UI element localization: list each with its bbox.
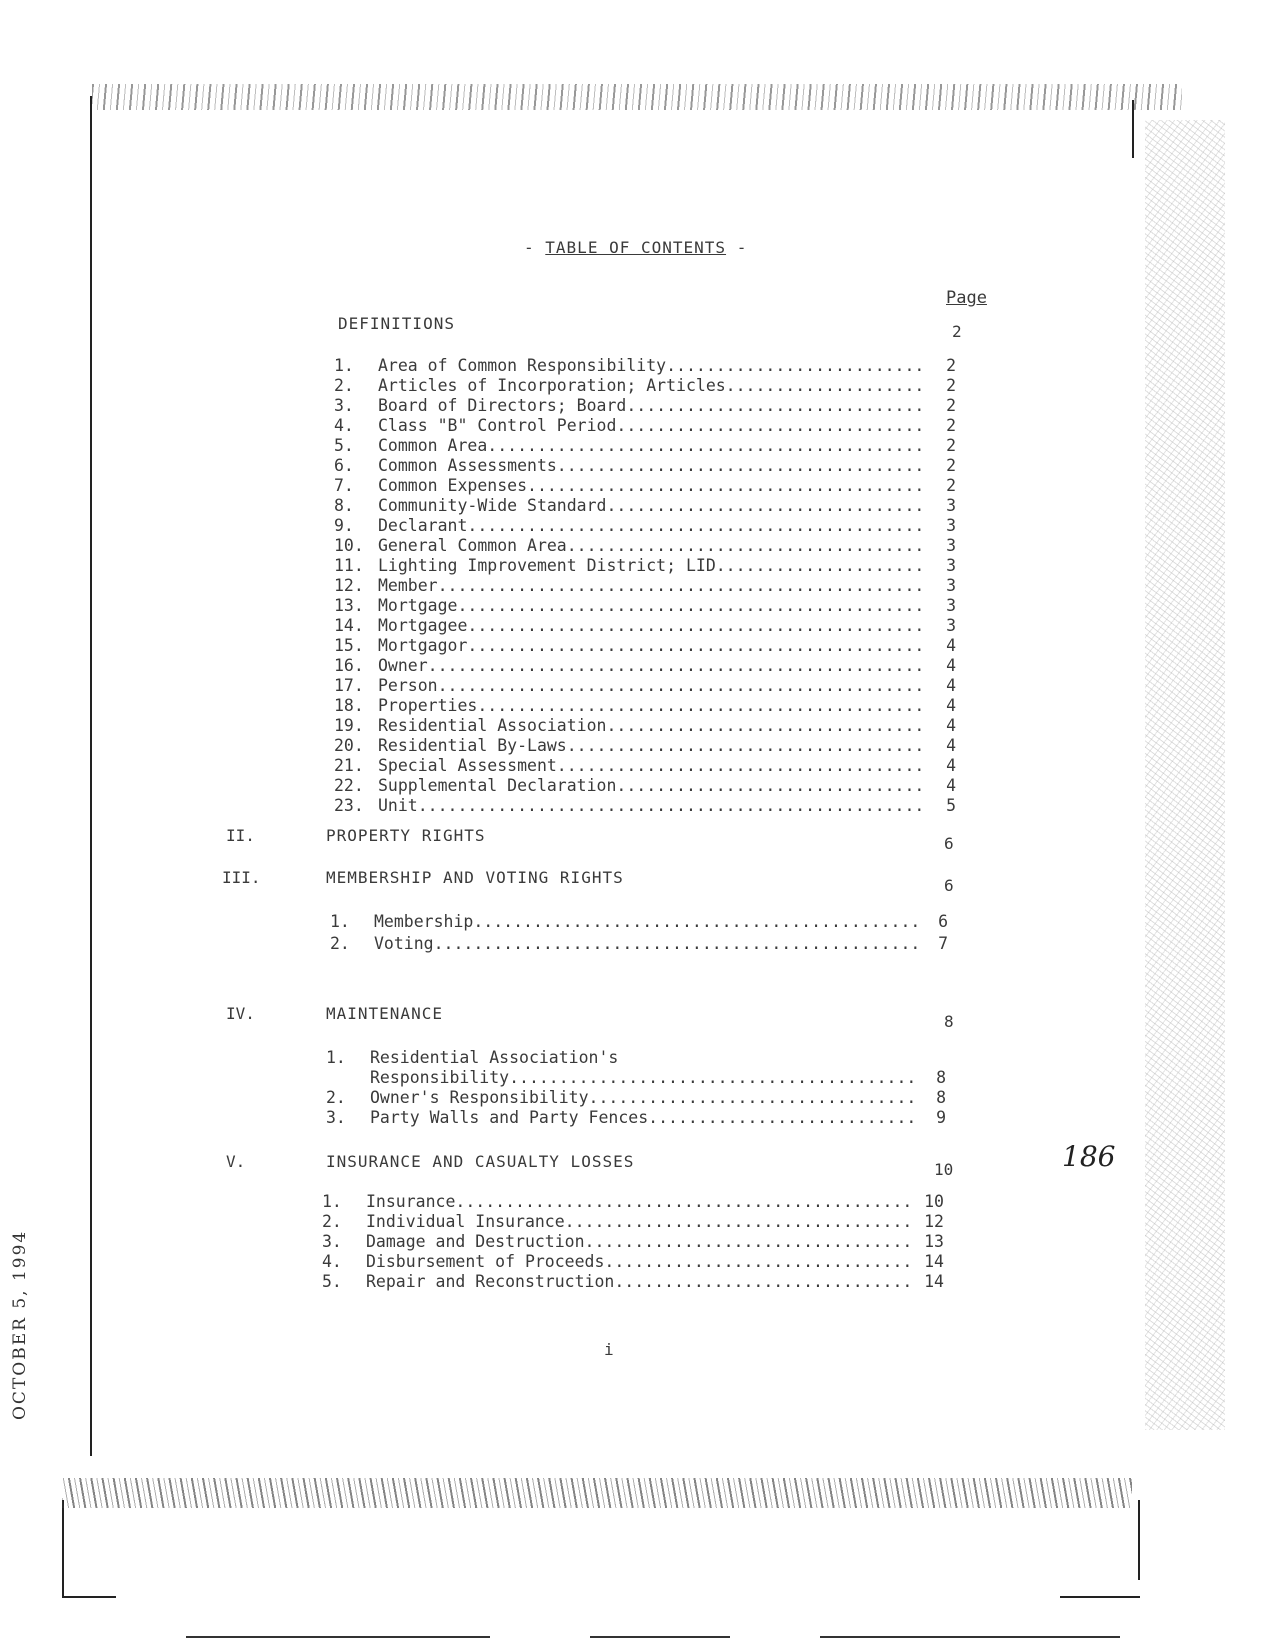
toc-entry-page: 14 [924,1272,944,1291]
toc-entry-number: 5. [334,436,354,455]
section-title: MAINTENANCE [326,1004,443,1023]
toc-entry-text: Residential Association................................ [378,716,925,735]
toc-entry-text: Membership............................................. [374,912,921,931]
toc-entry-number: 3. [326,1108,346,1127]
toc-entry-number: 1. [326,1048,346,1067]
toc-entry-text: Common Expenses........................................ [378,476,925,495]
toc-entry-number: 5. [322,1272,342,1291]
section-title: MEMBERSHIP AND VOTING RIGHTS [326,868,624,887]
toc-entry-number: 6. [334,456,354,475]
toc-entry[interactable] [334,798,956,815]
section-title: PROPERTY RIGHTS [326,826,486,845]
toc-entry[interactable] [334,678,956,695]
left-bottom-corner [62,1596,116,1598]
toc-entry[interactable] [334,418,956,435]
toc-entry-page: 10 [924,1192,944,1211]
toc-entry-page: 3 [946,596,956,615]
side-date-stamp: OCTOBER 5, 1994 [10,1229,30,1420]
toc-entry-text: Class "B" Control Period............................... [378,416,925,435]
toc-entry-page: 9 [936,1108,946,1127]
section-roman-numeral: II. [226,826,255,845]
section-page-number: 6 [944,876,954,895]
toc-entry-text: Unit................................................... [378,796,925,815]
left-border-line [90,96,92,1456]
toc-entry-page: 3 [946,576,956,595]
toc-entry-text: Person................................................. [378,676,925,695]
section-page-number: 8 [944,1012,954,1031]
bottom-rule-3 [820,1636,1120,1638]
section-roman-numeral: III. [222,868,261,887]
toc-entry-page: 5 [946,796,956,815]
toc-entry-number: 12. [334,576,364,595]
toc-entry[interactable] [334,358,956,375]
toc-entry-text: Common Area............................................ [378,436,925,455]
toc-entry[interactable] [334,438,956,455]
section-roman-numeral: V. [226,1152,246,1171]
title-dash-right: - [736,238,748,257]
toc-entry-number: 14. [334,616,364,635]
toc-entry-number: 2. [330,934,350,953]
toc-entry[interactable] [334,698,956,715]
title-dash-left: - [524,238,535,257]
toc-entry[interactable] [322,1274,944,1291]
toc-entry-number: 19. [334,716,364,735]
bottom-rule-1 [186,1636,490,1638]
toc-entry-number: 3. [334,396,354,415]
toc-entry[interactable] [330,914,948,931]
toc-entry-text: Properties............................................. [378,696,925,715]
toc-entry-text: Individual Insurance................................... [366,1212,913,1231]
toc-entry-number: 15. [334,636,364,655]
toc-entry-number: 4. [322,1252,342,1271]
left-bottom-line [62,1500,64,1596]
toc-entry-page: 4 [946,716,956,735]
toc-entry-number: 13. [334,596,364,615]
toc-entry-text: Responsibility......................................... [370,1068,917,1087]
toc-entry[interactable] [326,1110,946,1127]
toc-entry[interactable] [334,718,956,735]
toc-entry-page: 14 [924,1252,944,1271]
toc-entry-text: Residential Association's [370,1048,619,1067]
toc-entry[interactable] [322,1194,944,1211]
toc-entry-number: 1. [330,912,350,931]
toc-entry[interactable] [322,1234,944,1251]
toc-entry[interactable] [322,1254,944,1271]
toc-entry[interactable] [334,638,956,655]
toc-entry-text: Damage and Destruction................................. [366,1232,913,1251]
toc-entry-text: Insurance.............................................. [366,1192,913,1211]
scan-noise-bottom [62,1478,1132,1508]
bottom-corner-line [1060,1596,1140,1598]
toc-entry-text: General Common Area.................................... [378,536,925,555]
toc-entry-page: 7 [938,934,948,953]
right-border-line-lower [1138,1500,1140,1580]
toc-entry-text: Mortgagor.............................................. [378,636,925,655]
toc-entry-text: Owner.................................................. [378,656,925,675]
toc-entry-page: 4 [946,636,956,655]
toc-entry-text: Lighting Improvement District; LID..................... [378,556,925,575]
toc-entry-number: 2. [322,1212,342,1231]
toc-entry[interactable] [330,936,948,953]
toc-entry-page: 3 [946,556,956,575]
toc-entry-page: 4 [946,676,956,695]
toc-entry-page: 2 [946,356,956,375]
toc-entry[interactable] [322,1214,944,1231]
toc-entry-number: 11. [334,556,364,575]
toc-entry[interactable] [326,1090,946,1107]
toc-entry-text: Owner's Responsibility................................. [370,1088,917,1107]
toc-entry[interactable] [334,558,956,575]
toc-entry[interactable] [334,598,956,615]
section-title: DEFINITIONS [338,314,455,333]
toc-entry[interactable] [334,378,956,395]
handwritten-page-stamp: 186 [1062,1140,1116,1173]
toc-entry[interactable] [326,1050,946,1067]
toc-entry-page: 8 [936,1068,946,1087]
toc-entry-page: 8 [936,1088,946,1107]
toc-entry-number: 21. [334,756,364,775]
toc-entry-text: Community-Wide Standard................................ [378,496,925,515]
toc-entry-text: Articles of Incorporation; Articles.................... [378,376,925,395]
toc-entry-number: 2. [334,376,354,395]
section-page-number: 6 [944,834,954,853]
section-title: INSURANCE AND CASUALTY LOSSES [326,1152,635,1171]
toc-entry[interactable] [334,758,956,775]
toc-entry[interactable] [334,778,956,795]
toc-entry[interactable] [334,538,956,555]
title-text: TABLE OF CONTENTS [545,238,727,257]
toc-entry-number: 8. [334,496,354,515]
toc-entry-text: Mortgagee.............................................. [378,616,925,635]
toc-entry-text: Special Assessment..................................... [378,756,925,775]
toc-entry-page: 4 [946,756,956,775]
toc-entry[interactable] [334,738,956,755]
footer-page-number: i [604,1340,614,1359]
toc-entry[interactable] [334,658,956,675]
toc-entry-number: 7. [334,476,354,495]
toc-entry-page: 4 [946,656,956,675]
toc-entry[interactable] [334,618,956,635]
toc-entry[interactable] [334,458,956,475]
toc-entry-number: 16. [334,656,364,675]
toc-entry-page: 3 [946,616,956,635]
toc-entry-number: 20. [334,736,364,755]
toc-entry-number: 4. [334,416,354,435]
toc-entry-text: Party Walls and Party Fences........................... [370,1108,917,1127]
toc-entry-text: Area of Common Responsibility.......................... [378,356,925,375]
toc-entry-number: 1. [334,356,354,375]
toc-entry[interactable] [334,478,956,495]
toc-entry-number: 23. [334,796,364,815]
toc-entry[interactable] [334,518,956,535]
toc-entry-page: 3 [946,536,956,555]
toc-entry[interactable] [334,498,956,515]
scan-noise-top [92,84,1182,110]
toc-entry-number: 18. [334,696,364,715]
toc-entry-page: 2 [946,376,956,395]
toc-entry-text: Repair and Reconstruction.............................. [366,1272,913,1291]
toc-entry-number: 22. [334,776,364,795]
toc-entry-page: 2 [946,416,956,435]
toc-entry-text: Member................................................. [378,576,925,595]
toc-entry-page: 12 [924,1212,944,1231]
toc-entry-page: 3 [946,516,956,535]
toc-entry-number: 2. [326,1088,346,1107]
toc-entry-page: 4 [946,736,956,755]
toc-entry-text: Residential By-Laws.................................... [378,736,925,755]
bottom-rule-2 [590,1636,730,1638]
toc-entry[interactable] [326,1070,946,1087]
section-page-number: 10 [934,1160,954,1179]
toc-entry-text: Disbursement of Proceeds............................... [366,1252,913,1271]
section-roman-numeral: IV. [226,1004,255,1023]
right-border-line [1132,100,1134,158]
toc-entry-text: Board of Directors; Board.............................. [378,396,925,415]
toc-entry-page: 6 [938,912,948,931]
toc-entry-number: 10. [334,536,364,555]
toc-entry-number: 1. [322,1192,342,1211]
toc-entry-page: 2 [946,476,956,495]
toc-entry-page: 4 [946,696,956,715]
scan-speckle-right [1145,120,1225,1430]
toc-entry-text: Mortgage............................................... [378,596,925,615]
toc-entry-page: 2 [946,396,956,415]
toc-entry-text: Voting................................................. [374,934,921,953]
toc-entry-text: Common Assessments..................................... [378,456,925,475]
toc-entry-text: Supplemental Declaration............................... [378,776,925,795]
section-page-number: 2 [952,322,962,341]
page-column-header: Page [946,288,987,308]
toc-entry[interactable] [334,578,956,595]
toc-entry-page: 13 [924,1232,944,1251]
toc-entry[interactable] [334,398,956,415]
toc-entry-page: 2 [946,436,956,455]
toc-entry-page: 4 [946,776,956,795]
toc-entry-number: 9. [334,516,354,535]
toc-entry-number: 3. [322,1232,342,1251]
toc-entry-page: 3 [946,496,956,515]
toc-entry-page: 2 [946,456,956,475]
toc-entry-number: 17. [334,676,364,695]
toc-entry-text: Declarant.............................................. [378,516,925,535]
toc-title [524,238,747,257]
